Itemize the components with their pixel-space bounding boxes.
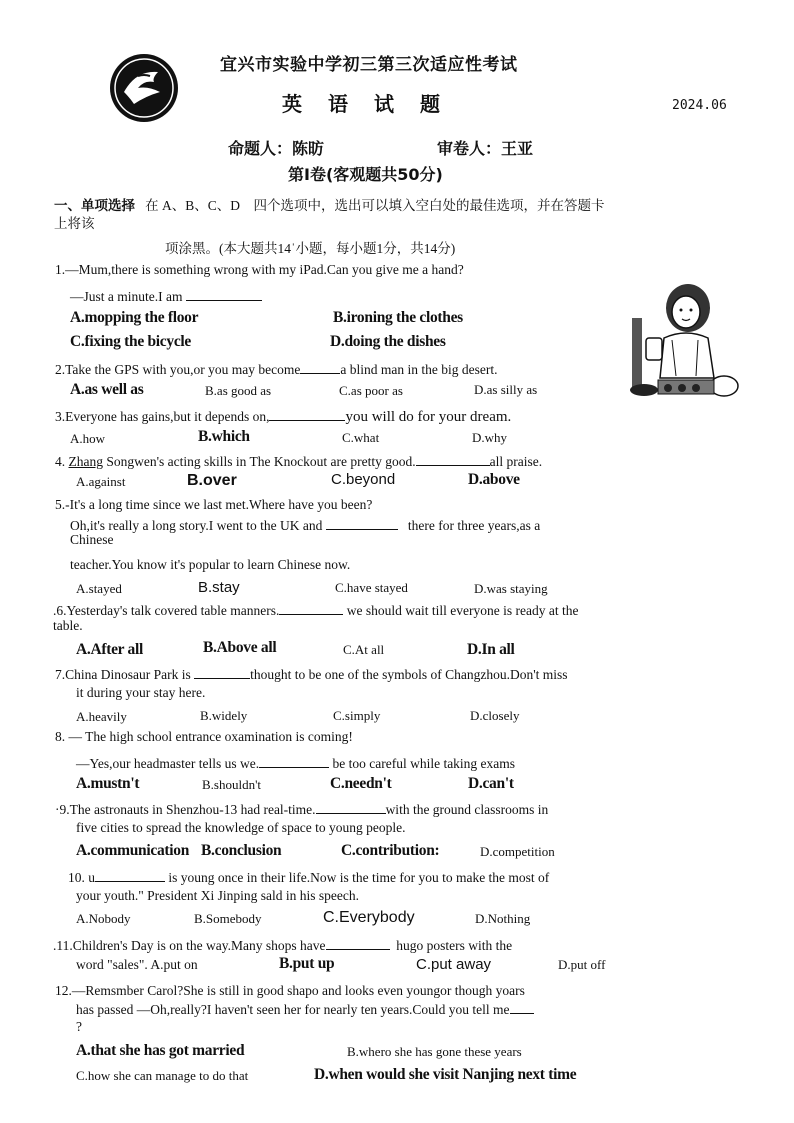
question-2-stem <box>55 361 497 378</box>
q10-option-a: A.Nobody <box>76 911 131 926</box>
answer-blank <box>510 1001 534 1014</box>
q12-option-d: D.when would she visit Nanjing next time <box>314 1066 577 1083</box>
q12-option-c: C.how she can manage to do that <box>76 1068 249 1083</box>
q8-text-post: be too careful while taking exams <box>332 756 516 771</box>
q11-option-c: C.put away <box>416 956 492 973</box>
q9-text-pre: ·9.The astronauts in Shenzhou-13 had real-time. <box>55 802 316 817</box>
q1-option-c: C.fixing the bicycle <box>70 333 191 350</box>
q4-underlined-name: Zhang <box>68 454 103 469</box>
q3-option-b: B.which <box>198 428 250 445</box>
q5-option-d: D.was staying <box>474 581 548 596</box>
question-5-line-2 <box>70 517 540 534</box>
q4-text-pre: Songwen's acting skills in The Knockout are pretty good. <box>106 454 416 469</box>
exam-title: 宜兴市实验中学初三第三次适应性考试 <box>220 55 518 75</box>
q10-text-post: is young once in their life.Now is the time for you to make the most of <box>168 870 550 885</box>
question-12-stem: 12.—Remsmber Carol?She is still in good shapo and looks even youngor though yoars <box>55 983 525 998</box>
question-5-stem: 5.-It's a long time since we last met.Where have you been? <box>55 497 373 512</box>
q9-option-d: D.competition <box>480 844 555 859</box>
q6-option-a: A.After all <box>76 641 144 658</box>
q4-option-a: A.against <box>76 474 126 489</box>
q12-option-b: B.whero she has gone these years <box>347 1044 522 1059</box>
instruction-line-1: 在 A、B、C、D 四个选项中，选出可以填入空白处的最佳选项，并在答题卡 <box>145 198 605 213</box>
instruction-line-2: 上将该 <box>54 216 95 231</box>
q12-text: has passed —Oh,really?I haven't seen her for nearly ten years.Could you tell me <box>76 1002 510 1017</box>
question-1-answer-line <box>70 288 262 305</box>
q6-option-b: B.Above all <box>203 639 277 656</box>
question-9-line-2: five cities to spread the knowledge of space to young people. <box>76 820 406 835</box>
question-5-line-4: teacher.You know it's popular to learn Chinese now. <box>70 557 351 572</box>
q3-option-c: C.what <box>342 430 380 445</box>
q1-option-a: A.mopping the floor <box>70 309 199 326</box>
q10-option-c: C.Everybody <box>323 909 415 926</box>
question-8-stem: 8. — The high school entrance oxamination is coming! <box>55 729 353 744</box>
question-12-line-3: ? <box>76 1019 82 1034</box>
section-instruction <box>54 194 605 214</box>
q2-option-d: D.as silly as <box>474 382 538 397</box>
q4-option-b: B.over <box>187 472 237 489</box>
q3-text-pre: 3.Everyone has gains,but it depends on, <box>55 409 270 424</box>
q11-text-post: hugo posters with the <box>396 938 513 953</box>
instruction-line-3: 项涂黑。(本大题共14ˈ小题，每小题1分，共14分) <box>165 241 456 256</box>
q2-text-pre: 2.Take the GPS with you,or you may become <box>55 362 301 377</box>
answer-blank <box>326 517 398 530</box>
exam-date: 2024.06 <box>672 98 727 113</box>
reviewer-label: 审卷人：王亚 <box>437 139 534 158</box>
q6-text-pre: .6.Yesterday's talk covered table manners. <box>53 603 280 618</box>
q4-option-c: C.beyond <box>331 471 396 488</box>
answer-blank <box>269 408 345 421</box>
q8-option-b: B.shouldn't <box>202 777 262 792</box>
answer-blank <box>316 801 386 814</box>
q10-text-pre: 10. u <box>68 870 95 885</box>
q6-option-c: C.At all <box>343 642 385 657</box>
q7-option-a: A.heavily <box>76 709 127 724</box>
subject-title: 英语试题 <box>282 92 466 116</box>
q5-text-post: there for three years,as a <box>407 518 541 533</box>
q8-option-d: D.can't <box>468 775 514 792</box>
question-6-line-2: table. <box>53 618 83 633</box>
q2-text-post: a blind man in the big desert. <box>340 362 498 377</box>
q7-option-d: D.closely <box>470 708 520 723</box>
question-4-stem <box>55 453 542 470</box>
question-9-stem <box>55 801 548 818</box>
question-12-line-2 <box>76 1001 534 1018</box>
q9-option-c: C.contribution: <box>341 842 440 859</box>
q7-text-pre: 7.China Dinosaur Park is <box>55 667 191 682</box>
question-7-stem <box>55 666 568 683</box>
q11-option-b: B.put up <box>279 955 335 972</box>
question-10-stem <box>68 869 549 886</box>
question-11-stem <box>53 937 512 954</box>
q3-text-post: you will do for your dream. <box>345 409 512 425</box>
q2-option-b: B.as good as <box>205 383 272 398</box>
q10-option-d: D.Nothing <box>475 911 531 926</box>
answer-blank <box>279 602 343 615</box>
q5-option-c: C.have stayed <box>335 580 408 595</box>
q2-option-a: A.as well as <box>70 381 144 398</box>
q1-option-d: D.doing the dishes <box>330 333 446 350</box>
answer-blank <box>259 755 329 768</box>
question-7-line-2: it during your stay here. <box>76 685 206 700</box>
q8-option-c: C.needn't <box>330 775 392 792</box>
q9-text-post: with the ground classrooms in <box>385 802 549 817</box>
q4-number: 4. <box>55 454 66 469</box>
question-10-line-2: your youth." President Xi Jinping sald in his speech. <box>76 888 359 903</box>
q11-option-d: D.put off <box>558 957 606 972</box>
answer-blank <box>300 361 340 374</box>
q11-text-pre: .11.Children's Day is on the way.Many shops have <box>53 938 326 953</box>
q4-text-post: all praise. <box>489 454 543 469</box>
woman-cooking-illustration <box>628 278 746 408</box>
q7-text-post: thought to be one of the symbols of Changzhou.Don't miss <box>250 667 568 682</box>
q5-option-a: A.stayed <box>76 581 122 596</box>
question-6-stem <box>53 602 578 619</box>
q10-option-b: B.Somebody <box>194 911 262 926</box>
school-logo <box>108 52 180 124</box>
answer-blank <box>186 288 262 301</box>
q8-text-pre: —Yes,our headmaster tells us we. <box>76 756 260 771</box>
q6-option-d: D.In all <box>467 641 515 658</box>
q8-option-a: A.mustn't <box>76 775 140 792</box>
q12-option-a: A.that she has got married <box>76 1042 245 1059</box>
question-8-line-2 <box>76 755 515 772</box>
q3-option-a: A.how <box>70 431 106 446</box>
answer-blank <box>326 937 390 950</box>
section-heading: 一、单项选择 <box>54 198 135 214</box>
q6-text-post: we should wait till everyone is ready at the <box>346 603 579 618</box>
answer-blank <box>194 666 250 679</box>
q7-option-c: C.simply <box>333 708 381 723</box>
q2-option-c: C.as poor as <box>339 383 403 398</box>
q1-option-b: B.ironing the clothes <box>333 309 463 326</box>
question-1-reply: —Just a minute.I am <box>70 289 183 304</box>
q5-option-b: B.stay <box>198 579 240 596</box>
answer-blank <box>95 869 165 882</box>
question-1-stem: 1.—Mum,there is something wrong with my iPad.Can you give me a hand? <box>55 262 464 277</box>
answer-blank <box>416 453 490 466</box>
q7-option-b: B.widely <box>200 708 248 723</box>
author-label: 命题人：陈昉 <box>228 139 325 158</box>
q3-option-d: D.why <box>472 430 508 445</box>
q9-option-b: B.conclusion <box>201 842 282 859</box>
part-title: 第I卷(客观题共50分) <box>288 165 443 184</box>
question-5-line-3: Chinese <box>70 532 114 547</box>
q4-option-d: D.above <box>468 471 520 488</box>
q9-option-a: A.communication <box>76 842 190 859</box>
question-11-line-2: word "sales". A.put on <box>76 957 198 972</box>
question-3-stem <box>55 408 511 426</box>
q5-text-pre: Oh,it's really a long story.I went to the UK and <box>70 518 323 533</box>
